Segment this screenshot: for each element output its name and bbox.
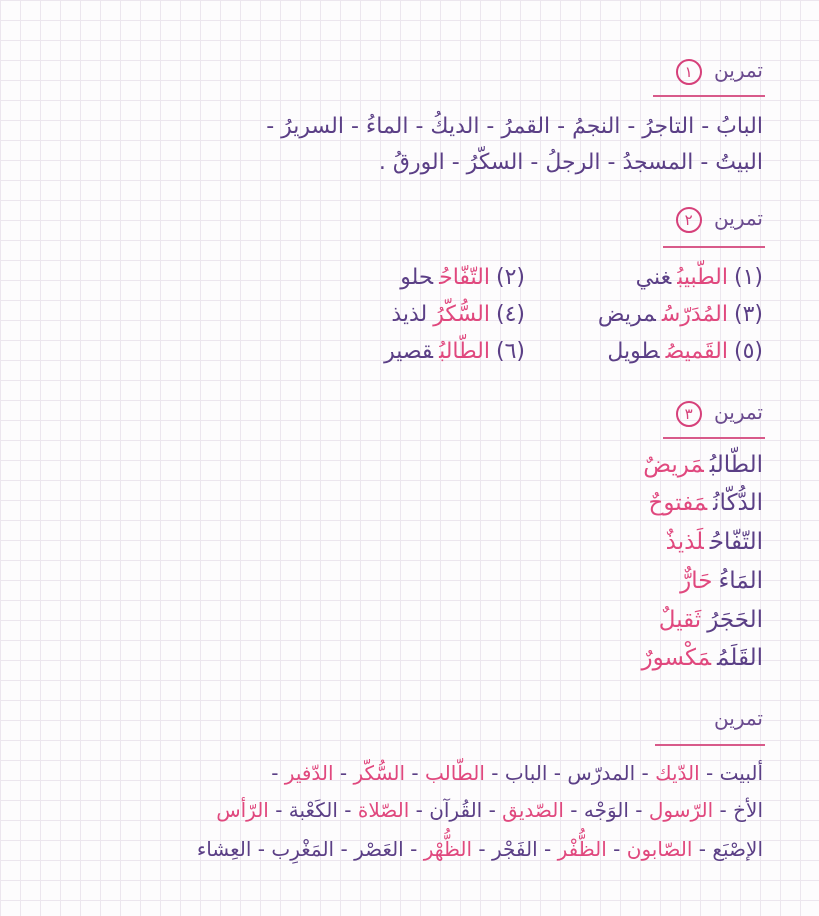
- exercise-2-item: [598, 300, 763, 330]
- word-moon-letter: المدرّس: [567, 761, 636, 785]
- word-moon-letter: الأخ: [733, 798, 763, 822]
- separator: -: [547, 761, 568, 785]
- exercise-3-line: [642, 643, 763, 673]
- word-moon-letter: الباب: [504, 761, 548, 785]
- item-noun: المُدَرّسُ: [661, 302, 728, 327]
- separator: -: [403, 837, 424, 861]
- exercise-1-heading: [676, 58, 763, 85]
- word-sun-letter: الدّيك: [655, 761, 700, 785]
- item-number: (٣): [733, 302, 763, 327]
- exercise-4-line: [271, 758, 763, 788]
- item-number: (٢): [495, 265, 525, 290]
- separator: -: [472, 837, 492, 861]
- item-noun: التّفّاحُ: [439, 265, 490, 290]
- item-adjective: قصير: [384, 339, 434, 364]
- word-moon-letter: الوَجْه: [583, 798, 629, 822]
- sentence-subject: المَاءُ: [718, 568, 763, 594]
- word-moon-letter: الفَجْر: [491, 837, 538, 861]
- exercise-3-line: [659, 605, 763, 635]
- word-moon-letter: ألبيت: [719, 761, 763, 785]
- exercise-2-item: [400, 263, 525, 293]
- separator: -: [537, 837, 558, 861]
- item-noun: الطّبيبُ: [677, 265, 728, 290]
- exercise-1-number: ١: [676, 59, 702, 85]
- exercise-2-item: [636, 263, 763, 293]
- word-moon-letter: العِشاء: [196, 837, 252, 861]
- exercise-2-item: [391, 300, 525, 330]
- word-moon-letter: الإصْبَع: [712, 837, 763, 861]
- sentence-predicate: مَكْسورٌ: [641, 645, 712, 671]
- word-moon-letter: الكَعْبة: [288, 798, 338, 822]
- word-sun-letter: الصّلاة: [357, 798, 410, 822]
- sentence-subject: الحَجَرُ: [707, 607, 763, 633]
- item-number: (١): [733, 265, 763, 290]
- sentence-predicate: ثَقيلٌ: [658, 607, 702, 633]
- item-number: (٤): [495, 302, 525, 327]
- separator: -: [563, 798, 584, 822]
- item-number: (٥): [733, 339, 763, 364]
- separator: -: [271, 761, 285, 785]
- sentence-subject: التّفّاحُ: [709, 529, 763, 555]
- exercise-1-line: البابُ - التاجرُ - النجمُ - القمرُ - الديكُ - الماءُ - السريرُ -: [266, 114, 763, 139]
- exercise-4-underline: [655, 744, 765, 746]
- word-sun-letter: الظُّفْر: [557, 837, 607, 861]
- separator: -: [337, 798, 358, 822]
- sentence-predicate: لَذيذٌ: [665, 529, 704, 555]
- separator: -: [484, 761, 505, 785]
- word-moon-letter: العَصْر: [354, 837, 404, 861]
- exercise-3-line: [680, 566, 763, 596]
- exercise-2-heading: [676, 206, 763, 233]
- exercise-4-line: [197, 834, 763, 864]
- separator: -: [334, 837, 355, 861]
- exercise-3-underline: [663, 437, 765, 439]
- separator: -: [628, 798, 649, 822]
- exercise-4-heading: [714, 706, 763, 730]
- exercise-3-number: ٣: [676, 401, 702, 427]
- exercise-1-underline: [653, 95, 765, 97]
- exercise-1-title: تمرين: [714, 58, 763, 82]
- separator: -: [333, 761, 354, 785]
- item-noun: الطّالبُ: [439, 339, 490, 364]
- word-moon-letter: المَغْرِب: [271, 837, 335, 861]
- separator: -: [635, 761, 656, 785]
- separator: -: [405, 761, 426, 785]
- item-number: (٦): [495, 339, 525, 364]
- item-adjective: مريض: [597, 302, 656, 327]
- word-sun-letter: الرّسول: [648, 798, 714, 822]
- sentence-subject: الطّالبُ: [709, 452, 763, 478]
- exercise-3-line: [649, 488, 763, 518]
- word-sun-letter: الدّفير: [284, 761, 334, 785]
- separator: -: [251, 837, 272, 861]
- word-sun-letter: الصّابون: [626, 837, 693, 861]
- word-sun-letter: الرّأس: [216, 798, 269, 822]
- item-noun: القَميصُ: [665, 339, 728, 364]
- separator: -: [606, 837, 627, 861]
- item-adjective: غني: [635, 265, 672, 290]
- exercise-3-heading: [676, 400, 763, 427]
- separator: -: [713, 798, 734, 822]
- word-sun-letter: الظُّهْر: [423, 837, 472, 861]
- exercise-1-line: البيتُ - المسجدُ - الرجلُ - السكّرُ - الورقُ .: [378, 150, 763, 175]
- separator: -: [692, 837, 713, 861]
- word-sun-letter: السُّكّر: [353, 761, 406, 785]
- exercise-3-title: تمرين: [714, 400, 763, 424]
- exercise-2-underline: [663, 246, 765, 248]
- item-noun: السُّكّرُ: [433, 302, 490, 327]
- sentence-subject: الدُّكّانُ: [713, 490, 763, 516]
- separator: -: [482, 798, 503, 822]
- item-adjective: لذيذ: [391, 302, 428, 327]
- separator: -: [409, 798, 430, 822]
- sentence-predicate: مَفتوحٌ: [648, 490, 708, 516]
- separator: -: [699, 761, 720, 785]
- sentence-subject: القَلَمُ: [717, 645, 763, 671]
- sentence-predicate: حَارٌّ: [680, 568, 713, 594]
- word-sun-letter: الصّديق: [502, 798, 564, 822]
- exercise-2-item: [384, 337, 525, 367]
- exercise-4-line: [216, 795, 763, 825]
- exercise-2-number: ٢: [676, 207, 702, 233]
- exercise-2-item: [607, 337, 763, 367]
- item-adjective: طويل: [607, 339, 660, 364]
- word-sun-letter: الطّالب: [425, 761, 485, 785]
- exercise-3-line: [666, 527, 763, 557]
- word-moon-letter: القُرآن: [429, 798, 483, 822]
- exercise-4-title: تمرين: [714, 706, 763, 730]
- sentence-predicate: مَريضٌ: [643, 452, 704, 478]
- exercise-2-title: تمرين: [714, 206, 763, 230]
- separator: -: [268, 798, 289, 822]
- item-adjective: حلو: [400, 265, 434, 290]
- exercise-3-line: [643, 450, 763, 480]
